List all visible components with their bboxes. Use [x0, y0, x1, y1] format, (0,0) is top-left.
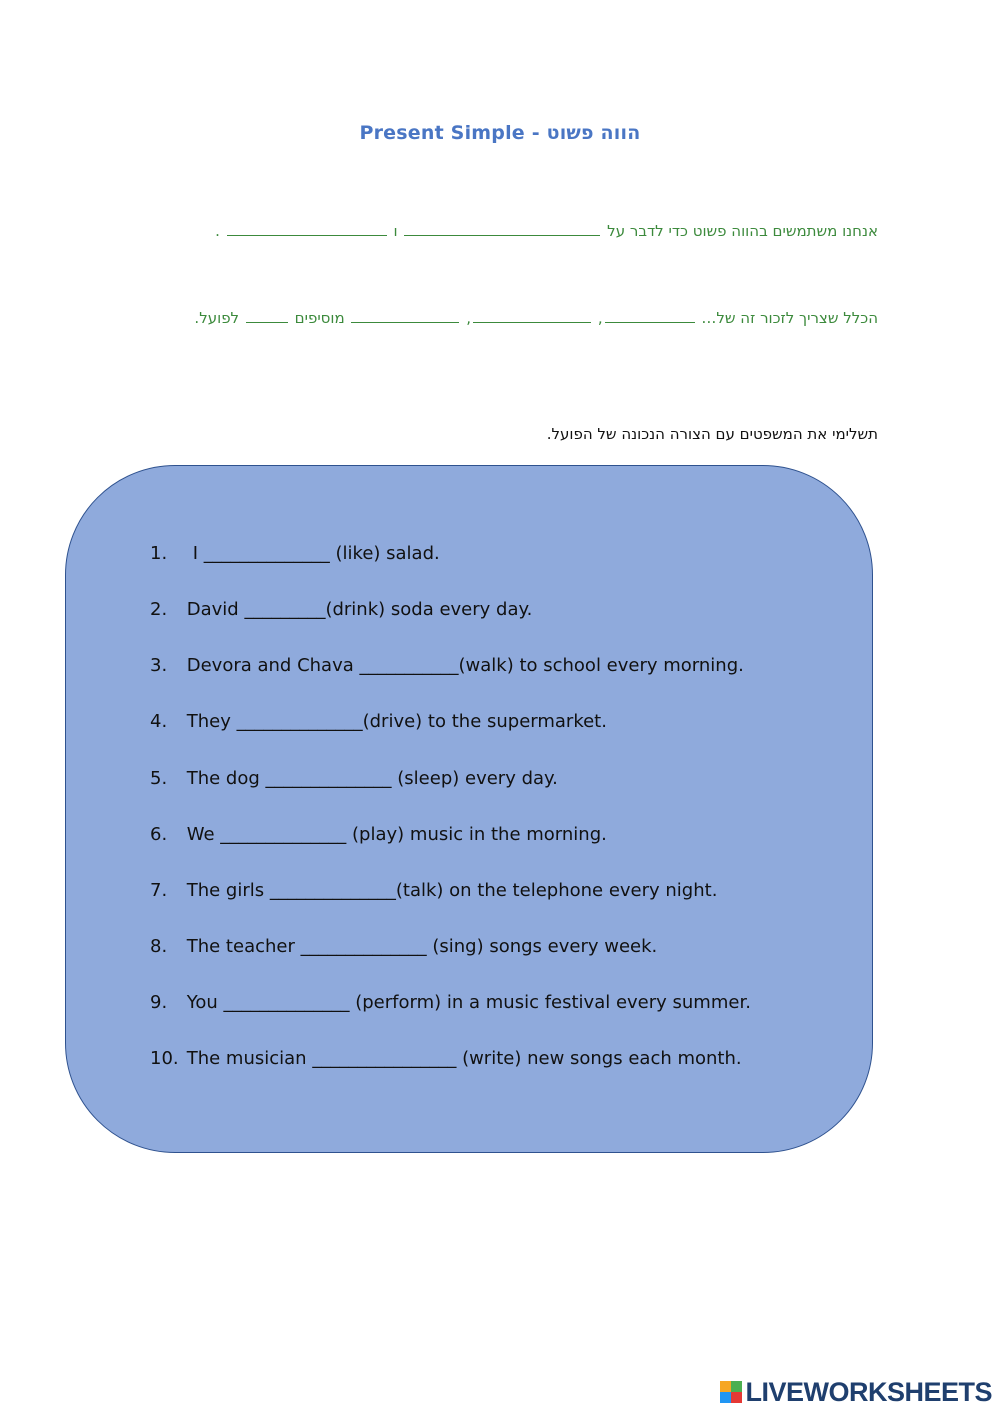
exercise-item-10	[150, 1048, 742, 1069]
exercise-before: The dog	[186, 768, 260, 789]
instruction-line-1-end: .	[215, 222, 220, 240]
exercise-number: 8.	[150, 936, 168, 957]
exercise-number: 9.	[150, 992, 168, 1013]
exercise-after: (drink) soda every day.	[325, 599, 533, 620]
answer-blank[interactable]	[351, 308, 459, 323]
exercise-number: 6.	[150, 824, 168, 845]
exercise-before: The teacher	[186, 936, 295, 957]
exercise-before: David	[186, 599, 239, 620]
worksheet-title: Present Simple - הווה פשוט	[359, 122, 641, 144]
logo-tile	[731, 1392, 742, 1403]
logo-tile	[720, 1381, 731, 1392]
logo-badge-icon	[720, 1381, 742, 1403]
logo-tile	[720, 1392, 731, 1403]
exercise-item-1	[150, 543, 440, 564]
instruction-line-1-joiner: ו	[393, 222, 398, 240]
exercise-number: 5.	[150, 768, 168, 789]
instruction-line-2	[194, 308, 878, 327]
answer-blank[interactable]: ______________	[236, 711, 363, 732]
exercise-item-7	[150, 880, 717, 901]
exercise-number: 7.	[150, 880, 168, 901]
exercise-item-4	[150, 711, 607, 732]
liveworksheets-logo	[720, 1376, 992, 1407]
exercise-before: I	[192, 543, 199, 564]
exercise-item-8	[150, 936, 657, 957]
answer-blank[interactable]: ________________	[312, 1048, 457, 1069]
answer-blank[interactable]: ______________	[220, 824, 347, 845]
answer-blank[interactable]	[473, 308, 591, 323]
exercise-before: They	[186, 711, 231, 732]
exercise-after: (like) salad.	[335, 543, 440, 564]
exercise-item-3	[150, 655, 744, 676]
logo-text: LIVEWORKSHEETS	[745, 1376, 992, 1407]
exercise-number: 4.	[150, 711, 168, 732]
exercise-item-2	[150, 599, 532, 620]
exercise-before: Devora and Chava	[186, 655, 354, 676]
separator: ,	[597, 309, 603, 327]
answer-blank[interactable]	[404, 221, 600, 236]
answer-blank[interactable]	[227, 221, 387, 236]
answer-blank[interactable]	[246, 308, 288, 323]
answer-blank[interactable]: ______________	[300, 936, 427, 957]
exercise-item-6	[150, 824, 607, 845]
exercise-before: The girls	[186, 880, 265, 901]
answer-blank[interactable]: ______________	[223, 992, 350, 1013]
answer-blank[interactable]: ___________	[359, 655, 459, 676]
instruction-line-2-end: לפועל.	[194, 309, 240, 327]
instruction-line-2-mid: מוסיפים	[294, 309, 345, 327]
instruction-line-3: תשלימי את המשפטים עם הצורה הנכונה של הפועל.	[546, 425, 878, 443]
exercise-after: (write) new songs each month.	[462, 1048, 742, 1069]
exercise-after: (sleep) every day.	[397, 768, 558, 789]
logo-tile	[731, 1381, 742, 1392]
answer-blank[interactable]: ______________	[203, 543, 330, 564]
exercise-before: You	[186, 992, 218, 1013]
instruction-line-1-text: אנחנו משתמשים בהווה פשוט כדי לדבר על	[607, 222, 878, 240]
exercise-item-9	[150, 992, 751, 1013]
exercise-after: (play) music in the morning.	[352, 824, 607, 845]
exercise-before: We	[186, 824, 215, 845]
exercise-number: 3.	[150, 655, 168, 676]
exercise-number: 1.	[150, 543, 168, 564]
answer-blank[interactable]: ______________	[269, 880, 396, 901]
exercise-item-5	[150, 768, 558, 789]
answer-blank[interactable]: ______________	[265, 768, 392, 789]
exercise-number: 10.	[150, 1048, 179, 1069]
exercise-after: (drive) to the supermarket.	[362, 711, 607, 732]
exercise-after: (sing) songs every week.	[432, 936, 658, 957]
instruction-line-1	[215, 221, 878, 240]
exercise-number: 2.	[150, 599, 168, 620]
exercise-after: (perform) in a music festival every summer.	[355, 992, 751, 1013]
answer-blank[interactable]: _________	[244, 599, 326, 620]
exercise-after: (walk) to school every morning.	[458, 655, 744, 676]
exercise-before: The musician	[186, 1048, 307, 1069]
answer-blank[interactable]	[605, 308, 695, 323]
instruction-line-2-text: הכלל שצריך לזכור זה של…	[701, 309, 878, 327]
separator: ,	[466, 309, 472, 327]
exercise-after: (talk) on the telephone every night.	[395, 880, 718, 901]
